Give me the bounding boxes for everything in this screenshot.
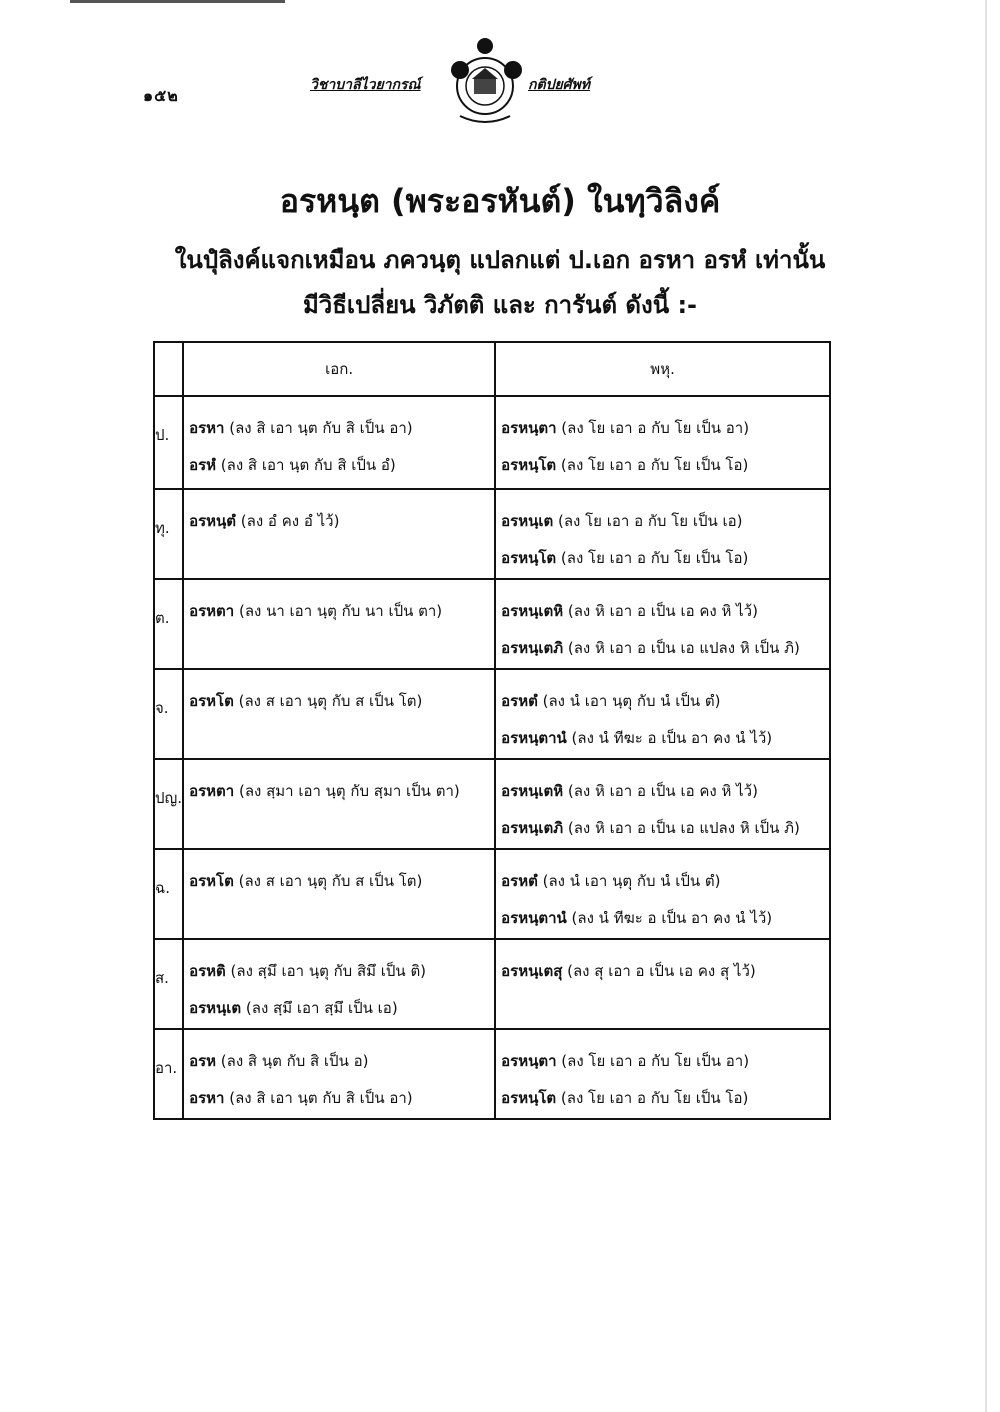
form-word: อรหโต — [189, 692, 234, 710]
form-note: (ลง นํ เอา นฺตุ กับ นํ เป็น ตํ) — [537, 692, 721, 710]
plural-form — [497, 1043, 828, 1080]
form-note: (ลง โย เอา อ กับ โย เป็น โอ) — [556, 549, 749, 567]
singular-form — [185, 683, 493, 720]
singular-form — [185, 953, 493, 990]
form-note: (ลง ส เอา นฺตุ กับ ส เป็น โต) — [233, 872, 423, 890]
form-word: อรหโต — [189, 872, 234, 890]
form-word: อรหนฺโต — [501, 549, 557, 567]
form-note: (ลง โย เอา อ กับ โย เป็น โอ) — [556, 456, 749, 474]
table-body — [154, 396, 830, 1119]
plural-form — [497, 447, 828, 484]
singular-cell — [183, 1029, 495, 1119]
singular-form — [185, 990, 493, 1027]
top-edge-line — [70, 0, 285, 3]
table-row — [154, 669, 830, 759]
form-word: อรหนฺโต — [501, 456, 557, 474]
form-note: (ลง ส เอา นฺตุ กับ ส เป็น โต) — [233, 692, 423, 710]
plural-form — [497, 953, 828, 990]
form-word: อรหนฺตา — [501, 1052, 557, 1070]
form-note: (ลง หิ เอา อ เป็น เอ คง หิ ไว้) — [563, 782, 758, 800]
plural-form — [497, 863, 828, 900]
singular-form — [185, 503, 493, 540]
page-number: ๑๕๒ — [143, 86, 179, 105]
plural-form — [497, 810, 828, 847]
singular-form — [185, 447, 493, 484]
plural-form — [497, 410, 828, 447]
singular-form — [185, 773, 493, 810]
plural-form — [497, 593, 828, 630]
header-subject: วิชาบาลีไวยากรณ์ — [310, 77, 421, 93]
form-note: (ลง หิ เอา อ เป็น เอ คง หิ ไว้) — [563, 602, 758, 620]
singular-cell — [183, 939, 495, 1029]
form-note: (ลง นา เอา นฺตุ กับ นา เป็น ตา) — [234, 602, 443, 620]
case-label: ปญ. — [154, 759, 183, 849]
form-note: (ลง นํ ทีฆะ อ เป็น อา คง นํ ไว้) — [566, 729, 773, 747]
form-note: (ลง โย เอา อ กับ โย เป็น อา) — [556, 1052, 750, 1070]
plural-form — [497, 683, 828, 720]
table-row — [154, 579, 830, 669]
form-word: อรหตํ — [501, 692, 538, 710]
form-word: อรหา — [189, 419, 225, 437]
form-word: อรหํ — [189, 456, 217, 474]
form-word: อรหนฺเต — [501, 512, 554, 530]
case-label: ส. — [154, 939, 183, 1029]
plural-cell — [495, 396, 830, 489]
plural-form — [497, 773, 828, 810]
form-note: (ลง หิ เอา อ เป็น เอ แปลง หิ เป็น ภิ) — [563, 639, 800, 657]
form-note: (ลง สิ เอา นฺต กับ สิ เป็น อา) — [224, 1089, 413, 1107]
form-word: อรหนฺเตภิ — [501, 819, 564, 837]
form-note: (ลง โย เอา อ กับ โย เป็น อา) — [556, 419, 750, 437]
singular-cell — [183, 579, 495, 669]
plural-cell — [495, 849, 830, 939]
table-row — [154, 1029, 830, 1119]
form-word: อรหนฺเต — [189, 999, 242, 1017]
form-word: อรหนฺตา — [501, 419, 557, 437]
plural-cell — [495, 579, 830, 669]
form-note: (ลง สฺมึ เอา สฺมึ เป็น เอ) — [241, 999, 398, 1017]
form-word: อรห — [189, 1052, 217, 1070]
case-label: ป. — [154, 396, 183, 489]
form-note: (ลง หิ เอา อ เป็น เอ แปลง หิ เป็น ภิ) — [563, 819, 800, 837]
plural-form — [497, 630, 828, 667]
singular-cell — [183, 489, 495, 579]
table-row — [154, 489, 830, 579]
singular-form — [185, 593, 493, 630]
subtitle-line-2: มีวิธีเปลี่ยน วิภัตติ และ การันต์ ดังนี้ :- — [302, 291, 698, 319]
table-header-row — [154, 342, 830, 396]
header-singular: เอก. — [183, 342, 495, 396]
plural-cell — [495, 939, 830, 1029]
form-note: (ลง สฺมา เอา นฺตุ กับ สฺมา เป็น ตา) — [234, 782, 460, 800]
form-note: (ลง นํ ทีฆะ อ เป็น อา คง นํ ไว้) — [566, 909, 773, 927]
singular-cell — [183, 759, 495, 849]
form-word: อรหนฺเตหิ — [501, 602, 564, 620]
form-note: (ลง สฺมึ เอา นฺตุ กับ สิมึ เป็น ติ) — [225, 962, 427, 980]
header-plural: พหุ. — [495, 342, 830, 396]
declension-table — [153, 341, 831, 1120]
form-word: อรหนฺโต — [501, 1089, 557, 1107]
form-word: อรหตา — [189, 782, 235, 800]
case-label: ทุ. — [154, 489, 183, 579]
form-note: (ลง โย เอา อ กับ โย เป็น เอ) — [553, 512, 743, 530]
form-note: (ลง สิ นฺต กับ สิ เป็น อ) — [216, 1052, 369, 1070]
singular-cell — [183, 669, 495, 759]
form-note: (ลง นํ เอา นฺตุ กับ นํ เป็น ตํ) — [537, 872, 721, 890]
form-word: อรหตํ — [501, 872, 538, 890]
case-label: อา. — [154, 1029, 183, 1119]
form-word: อรหนฺเตภิ — [501, 639, 564, 657]
singular-cell — [183, 849, 495, 939]
case-label: ฉ. — [154, 849, 183, 939]
plural-cell — [495, 489, 830, 579]
table-row — [154, 849, 830, 939]
plural-form — [497, 720, 828, 757]
plural-form — [497, 540, 828, 577]
singular-form — [185, 410, 493, 447]
form-word: อรหนฺตานํ — [501, 909, 567, 927]
header-case — [154, 342, 183, 396]
case-label: จ. — [154, 669, 183, 759]
table-row — [154, 939, 830, 1029]
table-row — [154, 759, 830, 849]
table-row — [154, 396, 830, 489]
plural-form — [497, 900, 828, 937]
header-chapter: กติปยศัพท์ — [528, 77, 591, 93]
form-word: อรหนฺเตหิ — [501, 782, 564, 800]
form-note: (ลง สิ เอา นฺต กับ สิ เป็น อํ) — [216, 456, 396, 474]
case-label: ต. — [154, 579, 183, 669]
plural-cell — [495, 1029, 830, 1119]
emblem-logo — [440, 34, 530, 130]
page-title: อรหนฺต (พระอรหันต์) ในทฺวิลิงค์ — [279, 182, 721, 220]
form-note: (ลง สุ เอา อ เป็น เอ คง สุ ไว้) — [562, 962, 756, 980]
form-note: (ลง สิ เอา นฺต กับ สิ เป็น อา) — [224, 419, 413, 437]
plural-form — [497, 1080, 828, 1117]
form-note: (ลง อํ คง อํ ไว้) — [236, 512, 340, 530]
singular-form — [185, 1080, 493, 1117]
plural-cell — [495, 669, 830, 759]
form-word: อรหนฺเตสุ — [501, 962, 563, 980]
singular-form — [185, 1043, 493, 1080]
form-word: อรหตา — [189, 602, 235, 620]
form-word: อรหนฺตํ — [189, 512, 237, 530]
singular-cell — [183, 396, 495, 489]
form-word: อรหติ — [189, 962, 226, 980]
singular-form — [185, 863, 493, 900]
subtitle-line-1: ในปุํลิงค์แจกเหมือน ภควนฺตุ แปลกแต่ ป.เอก อรหา อรหํ เท่านั้น — [174, 246, 826, 274]
plural-form — [497, 503, 828, 540]
form-word: อรหา — [189, 1089, 225, 1107]
form-note: (ลง โย เอา อ กับ โย เป็น โอ) — [556, 1089, 749, 1107]
plural-cell — [495, 759, 830, 849]
form-word: อรหนฺตานํ — [501, 729, 567, 747]
